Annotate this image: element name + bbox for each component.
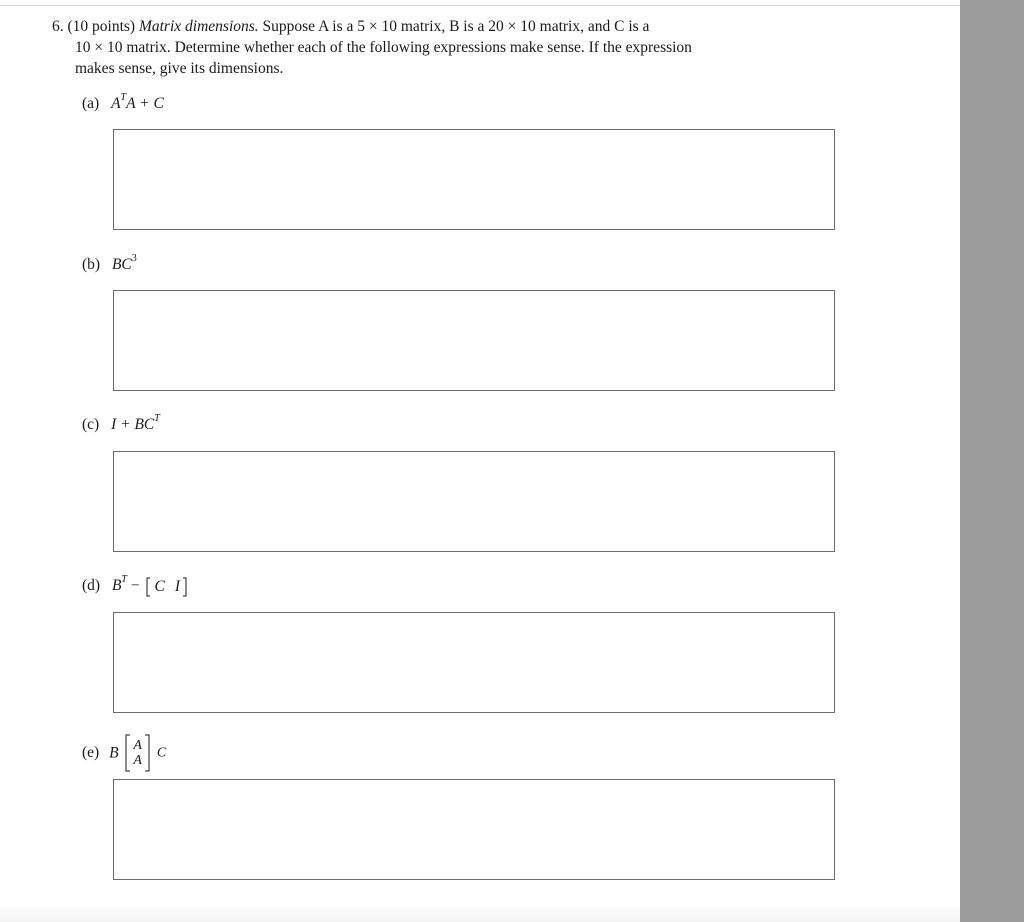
- part-d-m2: I: [174, 577, 180, 595]
- part-c-sup: T: [154, 413, 160, 424]
- part-b-expression: [111, 253, 137, 274]
- part-a-expression: [111, 92, 164, 113]
- part-e-expression: [109, 738, 167, 768]
- part-b-base: BC: [111, 256, 132, 274]
- part-a-rest: A + C: [126, 95, 164, 113]
- part-b-id: (b): [82, 256, 101, 274]
- answer-box-b[interactable]: [113, 290, 835, 391]
- answer-box-a[interactable]: [113, 129, 835, 230]
- part-c-label: [82, 415, 160, 434]
- right-bracket-icon: [182, 577, 187, 597]
- part-a-sup: T: [120, 92, 127, 103]
- part-a-id: (a): [82, 95, 100, 113]
- question-line-2: 10 × 10 matrix. Determine whether each of the following expressions make sense. If the expression: [75, 39, 692, 56]
- answer-box-c[interactable]: [113, 451, 835, 552]
- part-e-left: B: [109, 744, 119, 761]
- viewer-right-gutter: [960, 0, 1024, 922]
- part-d-sup: T: [121, 574, 127, 585]
- part-d-label: [82, 576, 190, 597]
- question-line-1: [52, 16, 837, 37]
- part-c-base: I + BC: [111, 416, 155, 434]
- part-e-stack: [131, 738, 144, 768]
- page-bottom-edge: [0, 905, 960, 922]
- part-c-expression: [111, 413, 160, 434]
- part-c-id: (c): [82, 416, 100, 434]
- part-e-bottom: A: [133, 753, 142, 768]
- part-b-label: [82, 255, 137, 274]
- part-d-m1: C: [154, 577, 165, 595]
- right-bracket-icon: [144, 734, 150, 772]
- page-top-border: [0, 5, 960, 6]
- question-number: 6.: [52, 18, 64, 35]
- answer-box-e[interactable]: [113, 779, 835, 880]
- part-e-id: (e): [82, 744, 100, 761]
- part-b-sup: 3: [131, 253, 137, 264]
- part-a-base: A: [111, 95, 121, 113]
- part-e-top: A: [133, 738, 142, 753]
- part-d-id: (d): [82, 577, 101, 595]
- part-d-base: B: [111, 577, 122, 595]
- question-topic: Matrix dimensions.: [138, 18, 259, 35]
- part-d-expression: [111, 574, 190, 595]
- answer-box-d[interactable]: [113, 612, 835, 713]
- part-e-label: [82, 734, 166, 772]
- question-line1-rest: Suppose A is a 5 × 10 matrix, B is a 20 × 10 matrix, and C is a: [262, 18, 650, 35]
- part-a-label: [82, 94, 164, 113]
- part-e-column-matrix: [125, 734, 150, 772]
- question-line-3: makes sense, give its dimensions.: [75, 60, 284, 77]
- part-d-row-matrix: [146, 577, 187, 597]
- part-e-right: C: [156, 745, 167, 760]
- question-points: (10 points): [67, 18, 136, 35]
- question-text: [52, 16, 837, 79]
- part-d-minus: −: [130, 577, 140, 595]
